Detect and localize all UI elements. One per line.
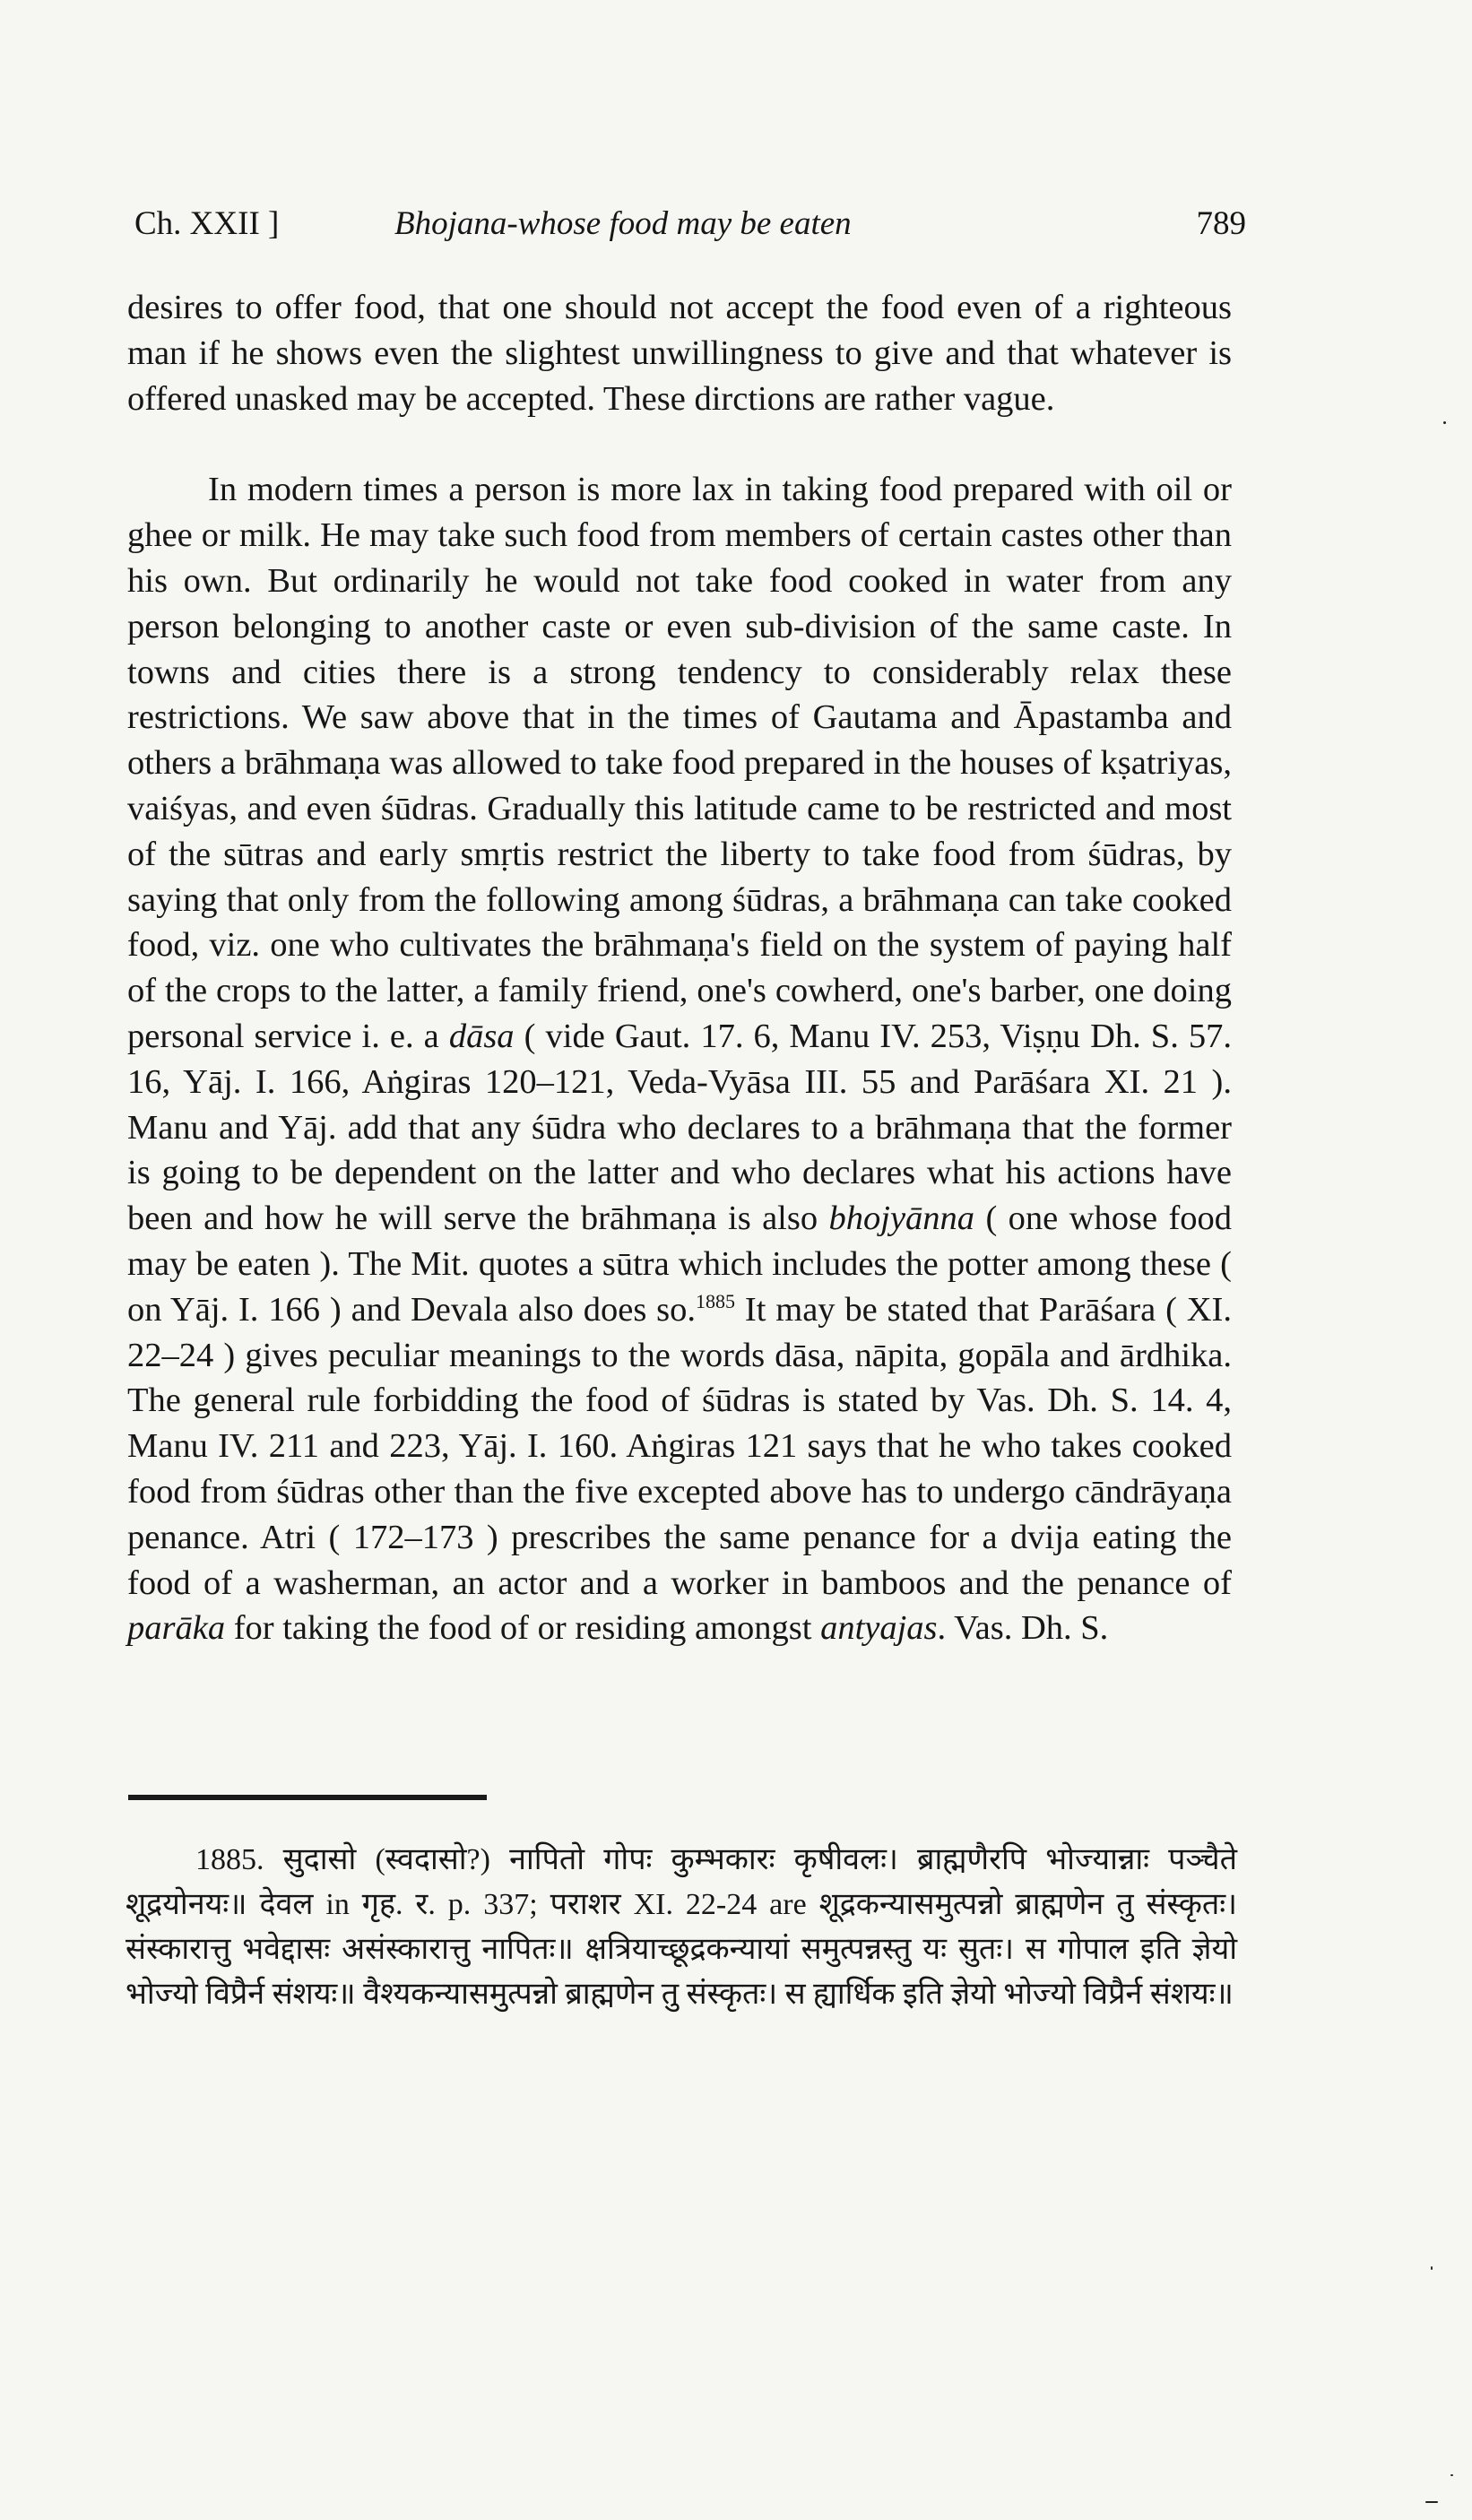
footnote bbox=[126, 1838, 1237, 2017]
scan-speck bbox=[1450, 2474, 1453, 2476]
paragraph-2-part-1: In modern times a person is more lax in taking food prepared with oil or ghee or milk. He may take such food from members of certain castes other than his own. But ordinarily he would not take food cooked in water from any person belonging to another caste or even sub-division of the same caste. In towns and cities there is a strong tendency to considerably relax these restrictions. We saw above that in the times of Gautama and Āpastamba and others a brāhmaṇa was allowed to take food prepared in the houses of kṣatriyas, vaiśyas, and even śūdras. Gradually this latitude came to be restricted and most of the sūtras and early smṛtis restrict the liberty to take food from śūdras, by saying that only from the following among śūdras, a brāhmaṇa can take cooked food, viz. one who cultivates the brāhmaṇa's field on the system of paying half of the crops to the latter, a family friend, one's cowherd, one's barber, one doing personal service i. e. a bbox=[127, 471, 1232, 1055]
scan-speck bbox=[1425, 2501, 1438, 2503]
page-number: 789 bbox=[1196, 205, 1246, 242]
body-text bbox=[127, 285, 1232, 1651]
term-paraka: parāka bbox=[127, 1609, 226, 1648]
term-bhojyanna: bhojyānna bbox=[828, 1199, 975, 1238]
footnote-divider bbox=[128, 1795, 487, 1800]
paragraph-2-part-2: ( vide Gaut. 17. 6, Manu IV. 253, Viṣṇu Dh. S. 57. 16, Yāj. I. 166, Aṅgiras 120–121, Veda-Vyāsa III. 55 and Parāśara XI. 21 ). Manu and Yāj. add that any śūdra who declares to a brāhmaṇa that the former is going to be dependent on the latter and who declares what his actions have been and how he will serve the brāhmaṇa is also bbox=[127, 1017, 1233, 1238]
paragraph-1: desires to offer food, that one should not accept the food even of a righteous man if he shows even the slightest unwillingness to give and that whatever is offered unasked may be accepted. These dirctions are rather vague. bbox=[127, 289, 1232, 418]
chapter-label: Ch. XXII ] bbox=[134, 205, 280, 242]
footnote-reference: 1885 bbox=[696, 1289, 736, 1312]
running-header bbox=[134, 204, 1246, 258]
scan-speck bbox=[1443, 421, 1446, 424]
running-title: Bhojana-whose food may be eaten bbox=[394, 205, 852, 242]
paragraph-2 bbox=[127, 467, 1232, 1651]
footnote-text: 1885. सुदासो (स्वदासो?) नापितो गोपः कुम्भकारः कृषीवलः। ब्राह्मणैरपि भोज्यान्नाः पञ्चैते शूद्रयोनयः॥ देवल in गृह. र. p. 337; पराशर XI. 22-24 are शूद्रकन्यासमुत्पन्नो ब्राह्मणेन तु संस्कृतः। संस्कारात्तु भवेद्दासः असंस्कारात्तु नापितः॥ क्षत्रियाच्छूद्रकन्यायां समुत्पन्नस्तु यः सुतः। स गोपाल इति ज्ञेयो भोज्यो विप्रैर्न संशयः॥ वैश्यकन्यासमुत्पन्नो ब्राह्मणेन तु संस्कृतः। स ह्यार्धिक इति ज्ञेयो भोज्यो विप्रैर्न संशयः॥ bbox=[126, 1843, 1237, 2011]
paragraph-2-part-3: ( one whose food may be eaten ). The Mit. quotes a sūtra which includes the potter among these ( on Yāj. I. 166 ) and Devala also does so. bbox=[127, 1199, 1233, 1329]
term-dasa: dāsa bbox=[448, 1017, 515, 1055]
term-antyajas: antyajas bbox=[820, 1609, 938, 1648]
scan-speck bbox=[1431, 2266, 1433, 2270]
paragraph-2-part-6: . Vas. Dh. S. bbox=[937, 1609, 1109, 1648]
paragraph-2-part-4: It may be stated that Parāśara ( XI. 22–24 ) gives peculiar meanings to the words dāsa, nāpita, gopāla and ārdhika. The general rule forbidding the food of śūdras is stated by Vas. Dh. S. 14. 4, Manu IV. 211 and 223, Yāj. I. 160. Aṅgiras 121 says that he who takes cooked food from śūdras other than the five excepted above has to undergo cāndrāyaṇa penance. Atri ( 172–173 ) prescribes the same penance for a dvija eating the food of a washerman, an actor and a worker in bamboos and the penance of bbox=[127, 1290, 1232, 1602]
paragraph-2-part-5: for taking the food of or residing amongst bbox=[233, 1609, 812, 1648]
